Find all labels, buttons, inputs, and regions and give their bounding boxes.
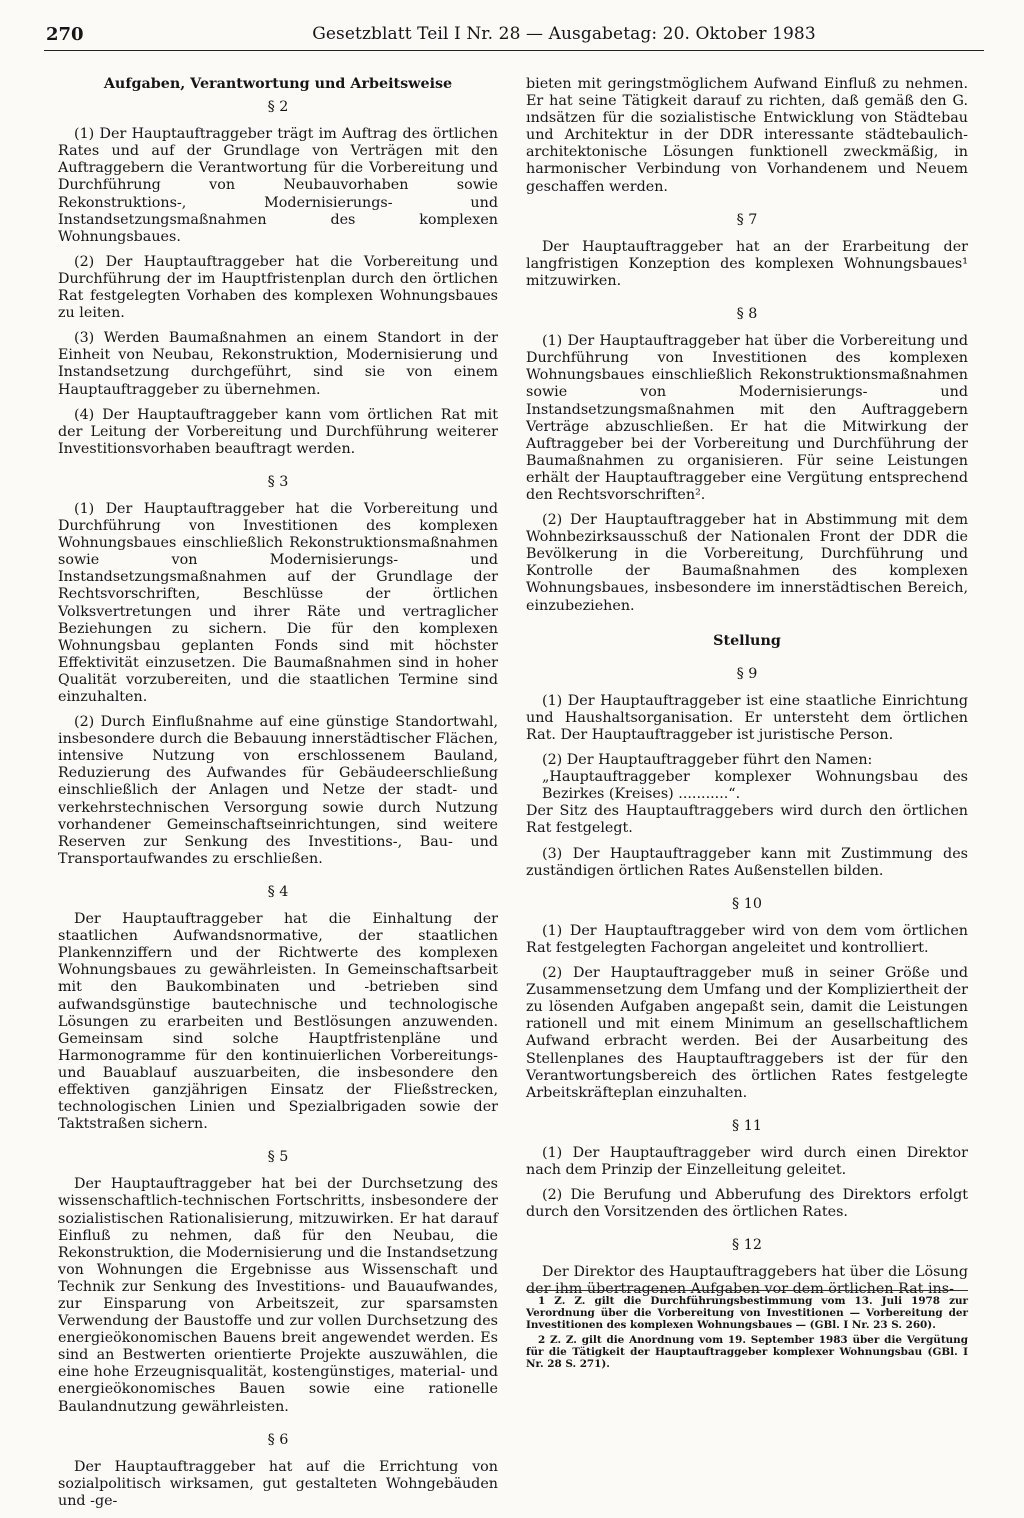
paragraph: Der Hauptauftraggeber hat an der Erarbeitung der langfristigen Konzeption des komplexen Wohnungsbaues¹ mitzuwirken. [526, 238, 968, 289]
quoted-name: „Hauptauftraggeber komplexer Wohnungsbau des Bezirkes (Kreises) ...........“. [542, 769, 968, 803]
section-number: § 11 [732, 1117, 762, 1134]
section-number: § 5 [267, 1149, 289, 1166]
paragraph: Der Hauptauftraggeber hat bei der Durchsetzung des wissenschaftlich-technischen Fortschritts, insbesondere der sozialistischen Rationalisierung, mitzuwirken. Er hat darauf Einfluß zu nehmen, daß für den Neubau, die Rekonstruktion, die Modernisierung und die Instandsetzung von Wohnungen die Ergebnisse aus Wissenschaft und Technik zur Senkung des Investitions- und Bauaufwandes, zur Einsparung von Arbeitszeit, zur sparsamsten Verwendung der Baustoffe und zur vollen Durchsetzung des energieökonomischen Bauens breit angewendet werden. Es sind an Bestwerten orientierte Projekte auszuwählen, die eine hohe Erzeugnisqualität, kostengünstiges, material- und energieökonomisches Bauen sowie eine rationelle Baulandnutzung gewährleisten. [58, 1176, 498, 1415]
paragraph: (1) Der Hauptauftraggeber hat über die Vorbereitung und Durchführung von Investitionen des komplexen Wohnungsbaues einschließlich Rekonstruktionsmaßnahmen sowie von Modernisierungs- und Instandsetzungsmaßnahmen mit den Auftraggebern Verträge abzuschließen. Er hat die Mitwirkung der Auftraggeber bei der Vorbereitung und Durchführung der Baumaßnahmen zu organisieren. Für seine Leistungen erhält der Hauptauftraggeber eine Vergütung entsprechend den Rechtsvorschriften². [526, 333, 968, 503]
paragraph: (1) Der Hauptauftraggeber wird von dem vom örtlichen Rat festgelegten Fachorgan angeleitet und kontrolliert. [526, 922, 968, 956]
footnote: 2 Z. Z. gilt die Anordnung vom 19. September 1983 über die Vergütung für die Tätigkeit der Hauptauftraggeber komplexer Wohnungsbau (GBl. I Nr. 28 S. 271). [526, 1333, 968, 1371]
section-number: § 4 [267, 883, 289, 900]
paragraph: (1) Der Hauptauftraggeber ist eine staatliche Einrichtung und Haushaltsorganisation. Er untersteht dem örtlichen Rat. Der Hauptauftraggeber ist juristische Person. [526, 692, 968, 743]
section-heading: Aufgaben, Verantwortung und Arbeitsweise [103, 76, 453, 92]
section-number: § 8 [736, 306, 758, 323]
section-number: § 9 [736, 665, 758, 682]
paragraph: (2) Die Berufung und Abberufung des Direktors erfolgt durch den Vorsitzenden des örtlichen Rates. [526, 1187, 968, 1221]
paragraph: (1) Der Hauptauftraggeber wird durch einen Direktor nach dem Prinzip der Einzelleitung geleitet. [526, 1144, 968, 1178]
section-number: § 10 [732, 895, 762, 912]
section-number: § 12 [732, 1237, 762, 1254]
section-number: § 3 [267, 473, 289, 490]
paragraph: (2) Der Hauptauftraggeber führt den Namen: [542, 752, 873, 769]
paragraph: (1) Der Hauptauftraggeber trägt im Auftrag des örtlichen Rates und auf der Grundlage von Verträgen mit den Auftraggebern die Verantwortung für die Vorbereitung und Durchführung von Neubauvorhaben sowie Rekonstruktions-, Modernisierungs- und Instandsetzungsmaßnahmen des komplexen Wohnungsbaues. [58, 126, 498, 245]
paragraph: (2) Der Hauptauftraggeber muß in seiner Größe und Zusammensetzung dem Umfang und der Kompliziertheit der zu lösenden Aufgaben angepaßt sein, damit die Leistungen rationell und mit einem Minimum an gesellschaftlichem Aufwand erbracht werden. Bei der Ausarbeitung des Stellenplanes des Hauptauftraggebers ist der für den Verantwortungsbereich des örtlichen Rates festgelegte Arbeitskräfteplan einzuhalten. [526, 965, 968, 1101]
footnotes [526, 1290, 968, 1372]
paragraph: (1) Der Hauptauftraggeber hat die Vorbereitung und Durchführung von Investitionen des komplexen Wohnungsbaues einschließlich Rekonstruktionsmaßnahmen sowie von Modernisierungs- und Instandsetzungsmaßnahmen auf der Grundlage der Rechtsvorschriften, Beschlüsse der örtlichen Volksvertretungen und ihrer Räte und vertraglicher Beziehungen zu sichern. Die für den komplexen Wohnungsbau geplanten Fonds sind mit höchster Effektivität einzusetzen. Die Baumaßnahmen sind in hoher Qualität vorzubereiten, und die staatlichen Termine sind einzuhalten. [58, 500, 498, 705]
section-number: § 6 [267, 1431, 289, 1448]
paragraph: Der Hauptauftraggeber hat auf die Errichtung von sozialpolitisch wirksamen, gut gestalteten Wohngebäuden und -ge- [58, 1458, 498, 1509]
page-header [44, 20, 984, 51]
paragraph: (3) Werden Baumaßnahmen an einem Standort in der Einheit von Neubau, Rekonstruktion, Modernisierung und Instandsetzung durchgeführt, sind sie von einem Hauptauftraggeber zu übernehmen. [58, 330, 498, 398]
paragraph: (2) Der Hauptauftraggeber hat in Abstimmung mit dem Wohnbezirksausschuß der Nationalen Front der DDR die Bevölkerung in die Vorbereitung, Durchführung und Kontrolle der Baumaßnahmen des komplexen Wohnungsbaues, insbesondere im innerstädtischen Bereich, einzubeziehen. [526, 512, 968, 614]
paragraph: (4) Der Hauptauftraggeber kann vom örtlichen Rat mit der Leitung der Vorbereitung und Durchführung weiterer Investitionsvorhaben beauftragt werden. [58, 406, 498, 457]
paragraph: Der Hauptauftraggeber hat die Einhaltung der staatlichen Aufwandsnormative, der staatlichen Plankennziffern und der Richtwerte des komplexen Wohnungsbaues zu gewährleisten. In Gemeinschaftsarbeit mit den Baukombinaten und -betrieben sind aufwandsgünstige bautechnische und technologische Lösungen zu erarbeiten und Bestlösungen anzuwenden. Gemeinsam sind solche Hauptfristenpläne und Harmonogramme für den kontinuierlichen Vorbereitungs- und Bauablauf auszuarbeiten, die insbesondere den effektiven ganzjährigen Einsatz der Fließstrecken, technologischen Linien und Spezialbrigaden sowie der Taktstraßen sichern. [58, 911, 498, 1133]
paragraph: (2) Der Hauptauftraggeber hat die Vorbereitung und Durchführung der im Hauptfristenplan durch den örtlichen Rat festgelegten Vorhaben des komplexen Wohnungsbaues zu leiten. [58, 253, 498, 322]
left-column [58, 76, 498, 1518]
footnote: 1 Z. Z. gilt die Durchführungsbestimmung vom 13. Juli 1978 zur Verordnung über die Vorbereitung von Investitionen — Vorbereitung der Investitionen des komplexen Wohnungsbaues — (GBl. I Nr. 23 S. 260). [526, 1295, 968, 1332]
paragraph: Der Sitz des Hauptauftraggebers wird durch den örtlichen Rat festgelegt. [526, 803, 968, 837]
paragraph: Der Direktor des Hauptauftraggebers hat über die Lösung der ihm übertragenen Aufgaben vor dem örtlichen Rat ins- [526, 1264, 968, 1298]
paragraph: (2) Durch Einflußnahme auf eine günstige Standortwahl, insbesondere durch die Bebauung innerstädtischer Flächen, intensive Nutzung von erschlossenem Bauland, Reduzierung des Aufwandes für Gebäudeerschließung einschließlich der Anlagen und Netze der stadt- und verkehrstechnischen Versorgung sowie durch Nutzung vorhandener Gemeinschaftseinrichtungen, sind weitere Reserven zur Senkung des Investitions-, Bau- und Transportaufwandes zu erschließen. [58, 714, 498, 867]
running-title: Gesetzblatt Teil I Nr. 28 — Ausgabetag: 20. Oktober 1983 [312, 24, 816, 44]
section-number: § 7 [736, 211, 758, 228]
right-column [526, 76, 968, 1307]
page-number: 270 [46, 24, 84, 45]
section-heading: Stellung [713, 632, 781, 649]
section-number: § 2 [267, 99, 289, 116]
paragraph: (3) Der Hauptauftraggeber kann mit Zustimmung des zuständigen örtlichen Rates Außenstellen bilden. [526, 845, 968, 879]
paragraph: bieten mit geringstmöglichem Aufwand Einfluß zu nehmen. Er hat seine Tätigkeit darauf zu richten, daß gemäß den G. ındsätzen für die sozialistische Entwicklung von Städtebau und Architektur in der DDR interessante städtebaulich-architektonische Lösungen funktionell zweckmäßig, in harmonischer Verbindung von Vorhandenem und Neuem geschaffen werden. [526, 76, 968, 195]
